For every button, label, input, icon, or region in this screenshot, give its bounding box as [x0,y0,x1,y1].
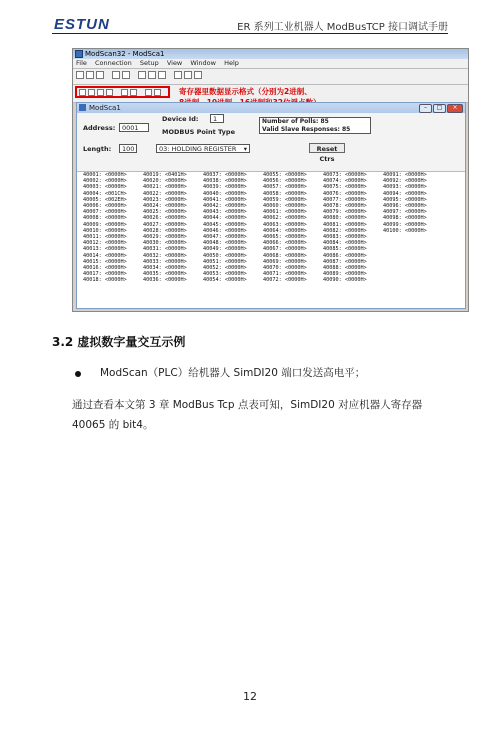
point-type-select[interactable] [156,144,250,153]
context-help-icon[interactable] [194,71,202,79]
annotation-line-1: 寄存器里数据显示格式（分别为2进制、 [179,87,312,96]
register-column: 40037: <0000H> 40038: <0000H> 40039: <0000H> 40040: <0000H> 40041: <0000H> 40042: <0000H> 40043: <0000H> 40044: <0000H> 40045: <0000H> 40046: <0000H> 40047: <0000H> 40048: <0000H> 40049: <0000H> 40050: <0000H> 40051: <0000H> 40052: <0000H> 40053: <0000H> 40054: <0000H> [203,172,247,284]
save-icon[interactable] [96,71,104,79]
maximize-icon[interactable]: □ [433,104,446,113]
bullet-icon [75,371,81,377]
format-buttons-highlight [75,86,170,98]
device-id-input[interactable]: 1 [210,114,224,123]
menu-bar [73,59,468,69]
child-window-icon [79,104,86,111]
print-icon[interactable] [174,71,182,79]
hex-format-icon[interactable] [106,89,113,96]
address-label: Address: [83,124,116,132]
menu-window[interactable]: Window [190,59,216,67]
decimal-format-icon[interactable] [97,89,104,96]
window-buttons [419,104,463,113]
bullet-text: ModScan（PLC）给机器人 SimDI20 端口发送高电平； [100,367,366,379]
connection-form [77,113,465,172]
float-swap-format-icon[interactable] [130,89,137,96]
page-number: 12 [243,690,257,703]
app-title: ModScan32 - ModSca1 [85,50,165,58]
polls-count: Number of Polls: 85 [262,118,329,125]
point-type-value: 03: HOLDING REGISTER [159,145,237,153]
connect-icon[interactable] [112,71,120,79]
body-paragraph: 通过查看本文第 3 章 ModBus Tcp 点表可知，SimDI20 对应机器人寄存器 40065 的 bit4。 [72,399,423,431]
disconnect-icon[interactable] [122,71,130,79]
register-column: 40091: <0000H> 40092: <0000H> 40093: <0000H> 40094: <0000H> 40095: <0000H> 40096: <0000H> 40097: <0000H> 40098: <0000H> 40099: <0000H> 40100: <0000H> [383,172,427,234]
header-rule [52,33,448,34]
modscan-screenshot [72,48,469,312]
point-type-label: MODBUS Point Type [162,128,235,136]
menu-setup[interactable]: Setup [139,59,159,67]
binary-format-icon[interactable] [79,89,86,96]
cut-icon[interactable] [138,71,146,79]
section-heading: 3.2 虚拟数字量交互示例 [52,335,186,349]
register-column: 40019: <0401H> 40020: <0000H> 40021: <0000H> 40022: <0000H> 40023: <0000H> 40024: <0000H> 40025: <0000H> 40026: <0000H> 40027: <0000H> 40028: <0000H> 40029: <0000H> 40030: <0000H> 40031: <0000H> 40032: <0000H> 40033: <0000H> 40034: <0000H> 40035: <0000H> 40036: <0000H> [143,172,187,284]
paste-icon[interactable] [158,71,166,79]
float-format-icon[interactable] [121,89,128,96]
header-title: ER 系列工业机器人 ModBusTCP 接口调试手册 [237,22,448,33]
close-icon[interactable]: × [447,104,463,113]
register-column: 40055: <0000H> 40056: <0000H> 40057: <0000H> 40058: <0000H> 40059: <0000H> 40060: <0000H> 40061: <0000H> 40062: <0000H> 40063: <0000H> 40064: <0000H> 40065: <0000H> 40066: <0000H> 40067: <0000H> 40068: <0000H> 40069: <0000H> 40070: <0000H> 40071: <0000H> 40072: <0000H> [263,172,307,284]
poll-stats [259,117,371,134]
register-column: 40073: <0000H> 40074: <0000H> 40075: <0000H> 40076: <0000H> 40077: <0000H> 40078: <0000H> 40079: <0000H> 40080: <0000H> 40081: <0000H> 40082: <0000H> 40083: <0000H> 40084: <0000H> 40085: <0000H> 40086: <0000H> 40087: <0000H> 40088: <0000H> 40089: <0000H> 40090: <0000H> [323,172,367,284]
child-titlebar [77,103,465,113]
main-toolbar [73,69,468,85]
app-icon [75,50,83,58]
copy-icon[interactable] [148,71,156,79]
minimize-icon[interactable]: – [419,104,432,113]
open-icon[interactable] [86,71,94,79]
reset-counters-button[interactable]: Reset Ctrs [309,143,345,153]
octal-format-icon[interactable] [88,89,95,96]
length-label: Length: [83,145,112,153]
menu-view[interactable]: View [166,59,183,67]
modsca1-window [76,102,466,309]
address-input[interactable]: 0001 [119,123,149,132]
register-column: 40001: <0000H> 40002: <0000H> 40003: <0000H> 40004: <001CH> 40005: <002EH> 40006: <0000H> 40007: <0000H> 40008: <0000H> 40009: <0000H> 40010: <0000H> 40011: <0000H> 40012: <0000H> 40013: <0000H> 40014: <0000H> 40015: <0000H> 40016: <0000H> 40017: <0000H> 40018: <0000H> [83,172,127,284]
menu-file[interactable]: File [76,59,87,67]
register-table [77,172,465,307]
app-titlebar [73,49,468,59]
valid-responses: Valid Slave Responses: 85 [262,126,351,133]
menu-help[interactable]: Help [224,59,239,67]
device-id-label: Device Id: [162,115,199,123]
menu-connection[interactable]: Connection [94,59,132,67]
help-icon[interactable] [184,71,192,79]
double-swap-format-icon[interactable] [154,89,161,96]
chevron-down-icon: ▾ [243,145,247,153]
new-icon[interactable] [76,71,84,79]
estun-logo: ESTUN [54,16,110,33]
double-format-icon[interactable] [145,89,152,96]
length-input[interactable]: 100 [119,144,137,153]
child-title: ModSca1 [89,104,121,112]
